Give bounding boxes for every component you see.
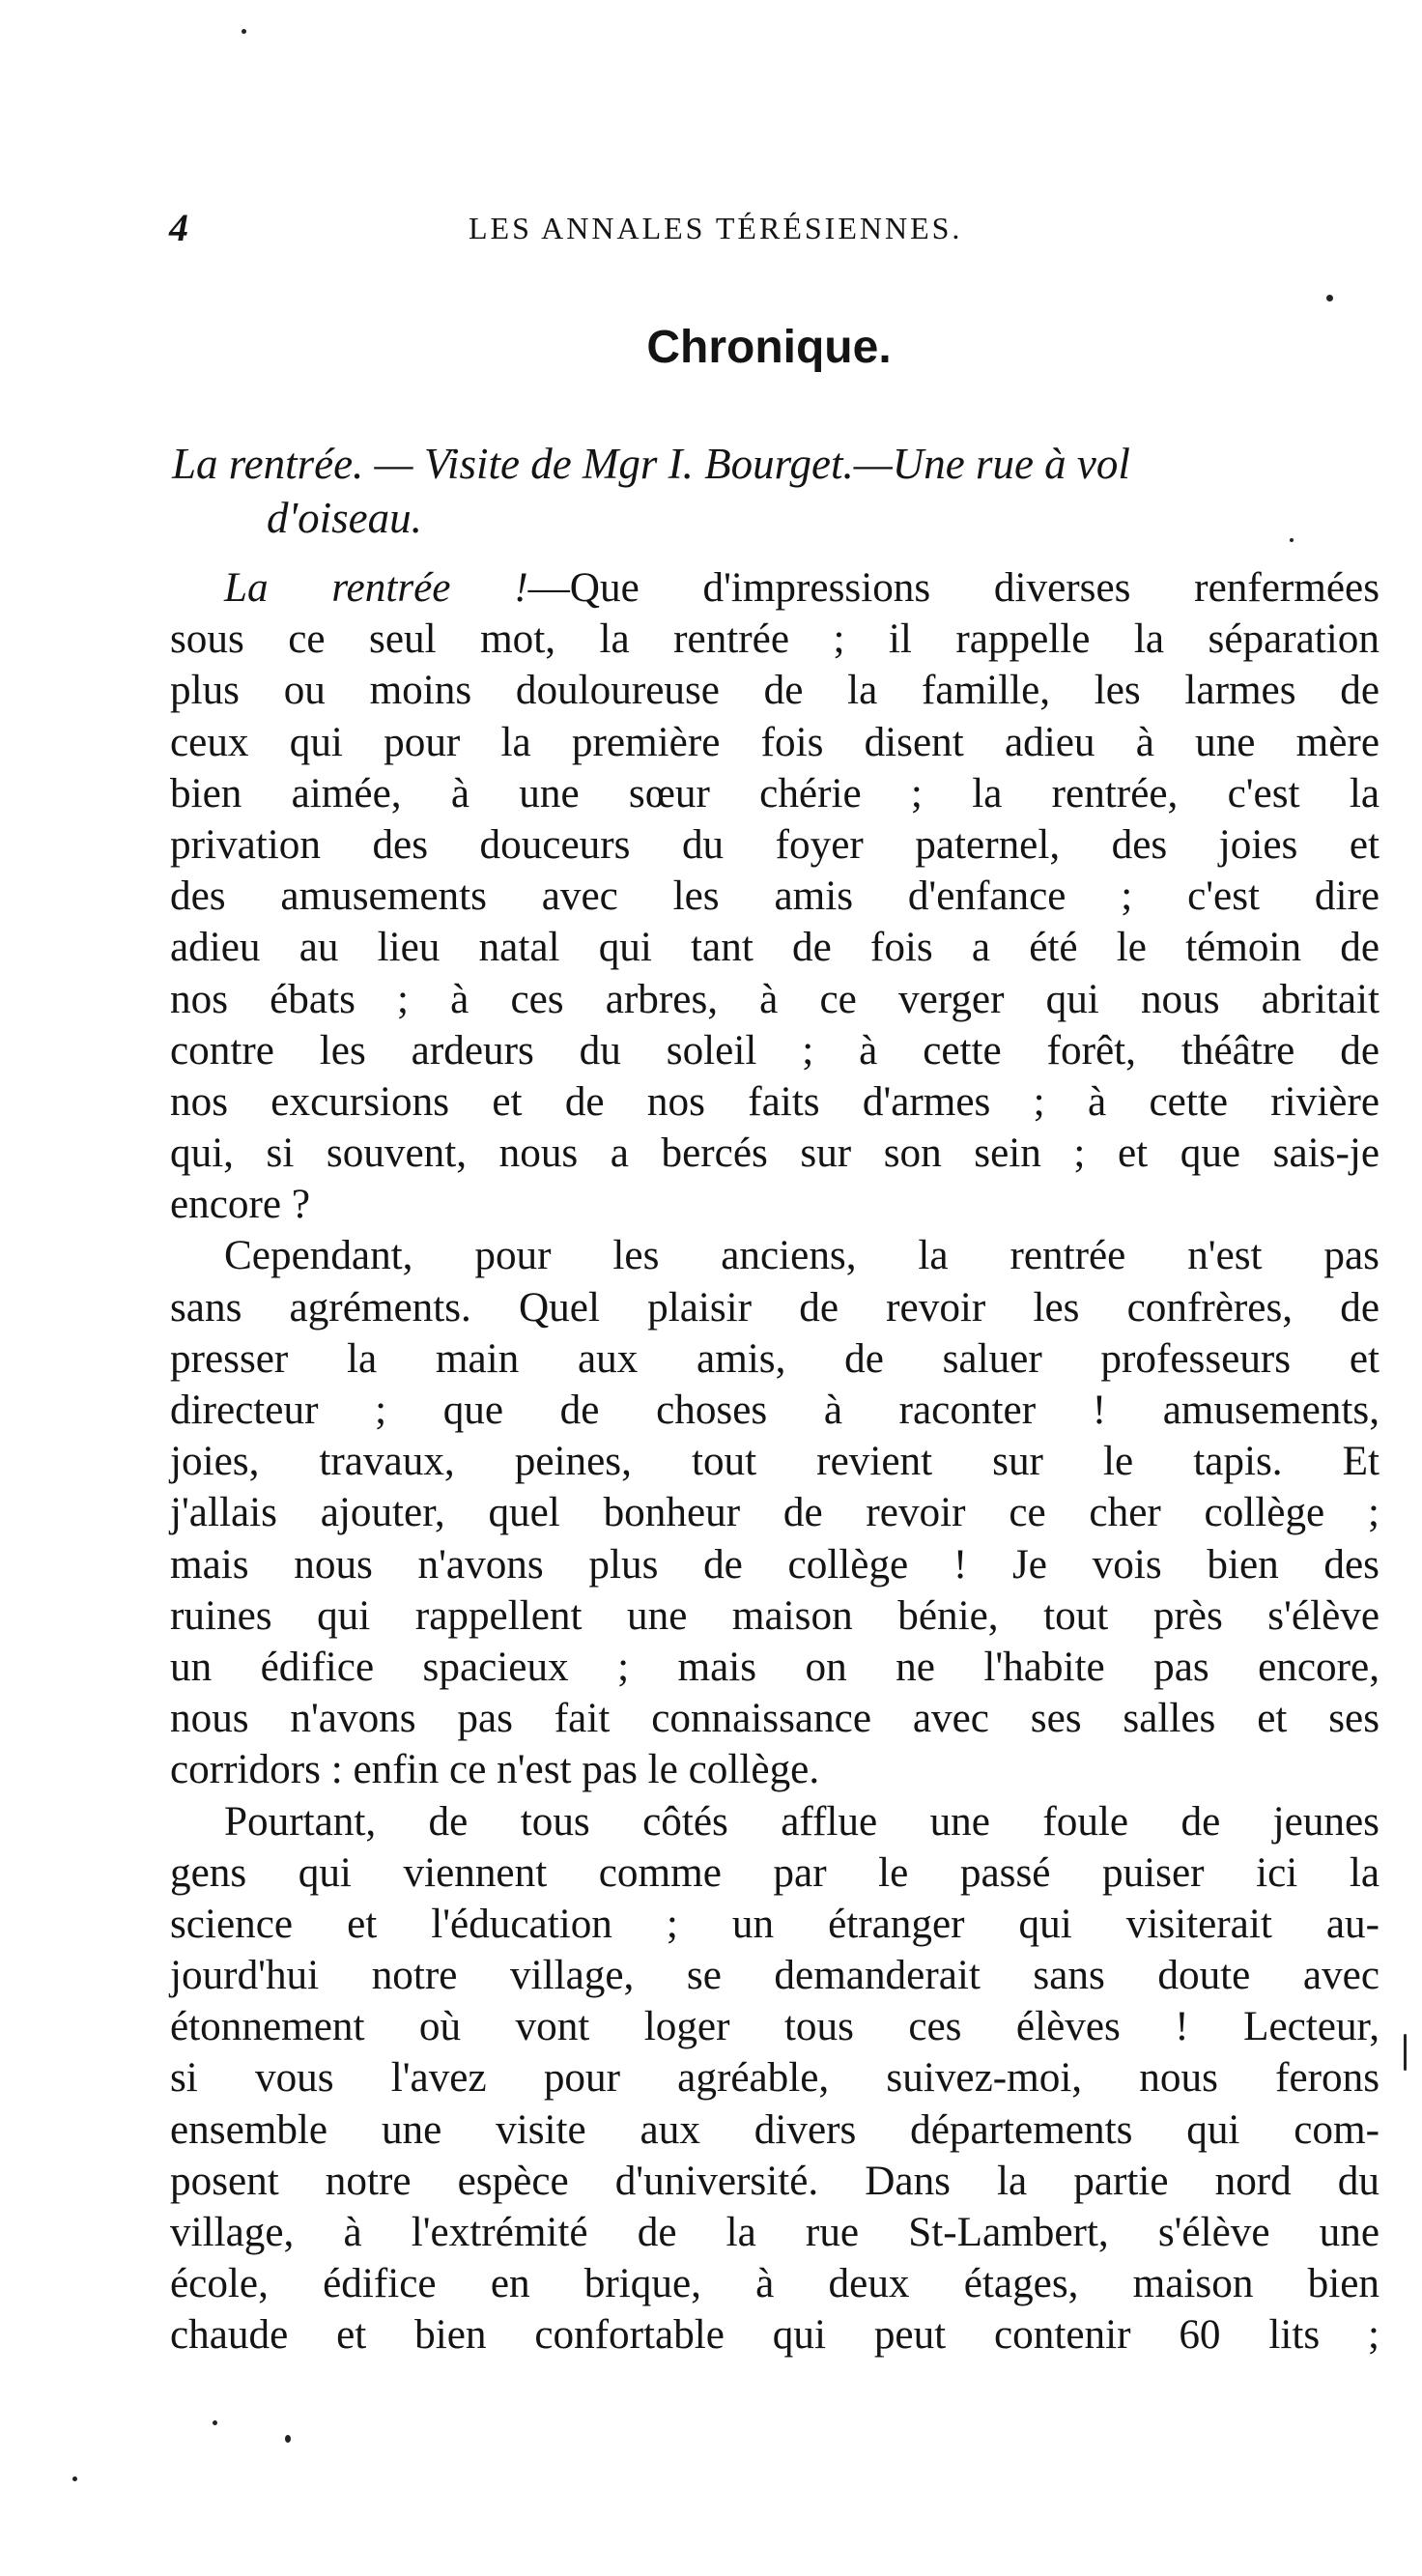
- paragraph-lead: La rentrée !: [224, 565, 528, 611]
- body-line: joies, travaux, peines, tout revient sur le tapis. Et: [170, 1439, 1379, 1485]
- body-line: ceux qui pour la première fois disent adieu à une mère: [170, 719, 1379, 765]
- page-number: 4: [169, 206, 190, 249]
- body-line: presser la main aux amis, de saluer professeurs et: [170, 1335, 1379, 1382]
- body-line: ensemble une visite aux divers départements qui com-: [170, 2106, 1379, 2153]
- scan-speck: [285, 2435, 291, 2443]
- body-line: école, édifice en brique, à deux étages, maison bien: [170, 2261, 1379, 2307]
- scan-speck: [1326, 295, 1333, 301]
- body-line: contre les ardeurs du soleil ; à cette forêt, théâtre de: [170, 1027, 1379, 1073]
- body-line-text: —Que d'impressions diverses renfermées: [527, 565, 1379, 611]
- body-line: village, à l'extrémité de la rue St-Lambert, s'élève une: [170, 2210, 1379, 2255]
- body-line: si vous l'avez pour agréable, suivez-moi, nous ferons: [170, 2055, 1379, 2102]
- body-line: jourd'hui notre village, se demanderait sans doute avec: [170, 1953, 1379, 1999]
- body-line: qui, si souvent, nous a bercés sur son sein ; et que sais-je: [170, 1131, 1379, 1177]
- body-line: nous n'avons pas fait connaissance avec ses salles et ses: [170, 1696, 1379, 1742]
- scan-speck: [1290, 538, 1294, 542]
- body-line: un édifice spacieux ; mais on ne l'habite pas encore,: [170, 1644, 1379, 1690]
- body-line: sans agréments. Quel plaisir de revoir les confrères, de: [170, 1284, 1379, 1331]
- running-title: LES ANNALES TÉRÉSIENNES.: [469, 211, 963, 245]
- body-line: science et l'éducation ; un étranger qui visiterait au-: [170, 1901, 1379, 1947]
- body-line: des amusements avec les amis d'enfance ; c'est dire: [170, 873, 1379, 920]
- summary-line-1: La rentrée. — Visite de Mgr I. Bourget.—Une rue à vol: [172, 440, 1130, 488]
- body-line: posent notre espèce d'université. Dans la partie nord du: [170, 2158, 1379, 2204]
- body-line: bien aimée, à une sœur chérie ; la rentrée, c'est la: [170, 770, 1379, 816]
- scan-speck: [72, 2476, 77, 2481]
- running-head: [169, 205, 1381, 253]
- section-title: Chronique.: [646, 322, 892, 373]
- body-line: corridors : enfin ce n'est pas le collège.: [170, 1747, 820, 1793]
- body-line: gens qui viennent comme par le passé puiser ici la: [170, 1849, 1379, 1896]
- body-line: plus ou moins douloureuse de la famille, les larmes de: [170, 668, 1379, 714]
- body-line: Pourtant, de tous côtés afflue une foule de jeunes: [224, 1798, 1379, 1845]
- body-line: Cependant, pour les anciens, la rentrée n'est pas: [224, 1233, 1379, 1279]
- body-line: étonnement où vont loger tous ces élèves ! Lecteur,: [170, 2004, 1379, 2050]
- body-line: encore ?: [170, 1182, 311, 1228]
- body-line: nos excursions et de nos faits d'armes ; à cette rivière: [170, 1078, 1379, 1125]
- body-line: nos ébats ; à ces arbres, à ce verger qui nous abritait: [170, 976, 1379, 1022]
- scan-speck: [242, 29, 246, 34]
- body-line: j'allais ajouter, quel bonheur de revoir ce cher collège ;: [170, 1490, 1379, 1536]
- body-line: [170, 562, 1379, 614]
- scan-speck: [1404, 2034, 1407, 2071]
- body-text: [170, 562, 1379, 2361]
- body-line: privation des douceurs du foyer paternel, des joies et: [170, 821, 1379, 868]
- body-line: sous ce seul mot, la rentrée ; il rappelle la séparation: [170, 616, 1379, 663]
- summary-line-2: d'oiseau.: [267, 494, 422, 542]
- scan-speck: [213, 2420, 217, 2425]
- body-line: ruines qui rappellent une maison bénie, tout près s'élève: [170, 1592, 1379, 1639]
- body-line: mais nous n'avons plus de collège ! Je vois bien des: [170, 1541, 1379, 1588]
- body-line: chaude et bien confortable qui peut contenir 60 lits ;: [170, 2312, 1379, 2359]
- chapter-summary: [172, 437, 1379, 545]
- body-line: adieu au lieu natal qui tant de fois a été le témoin de: [170, 925, 1379, 971]
- body-line: directeur ; que de choses à raconter ! amusements,: [170, 1388, 1379, 1433]
